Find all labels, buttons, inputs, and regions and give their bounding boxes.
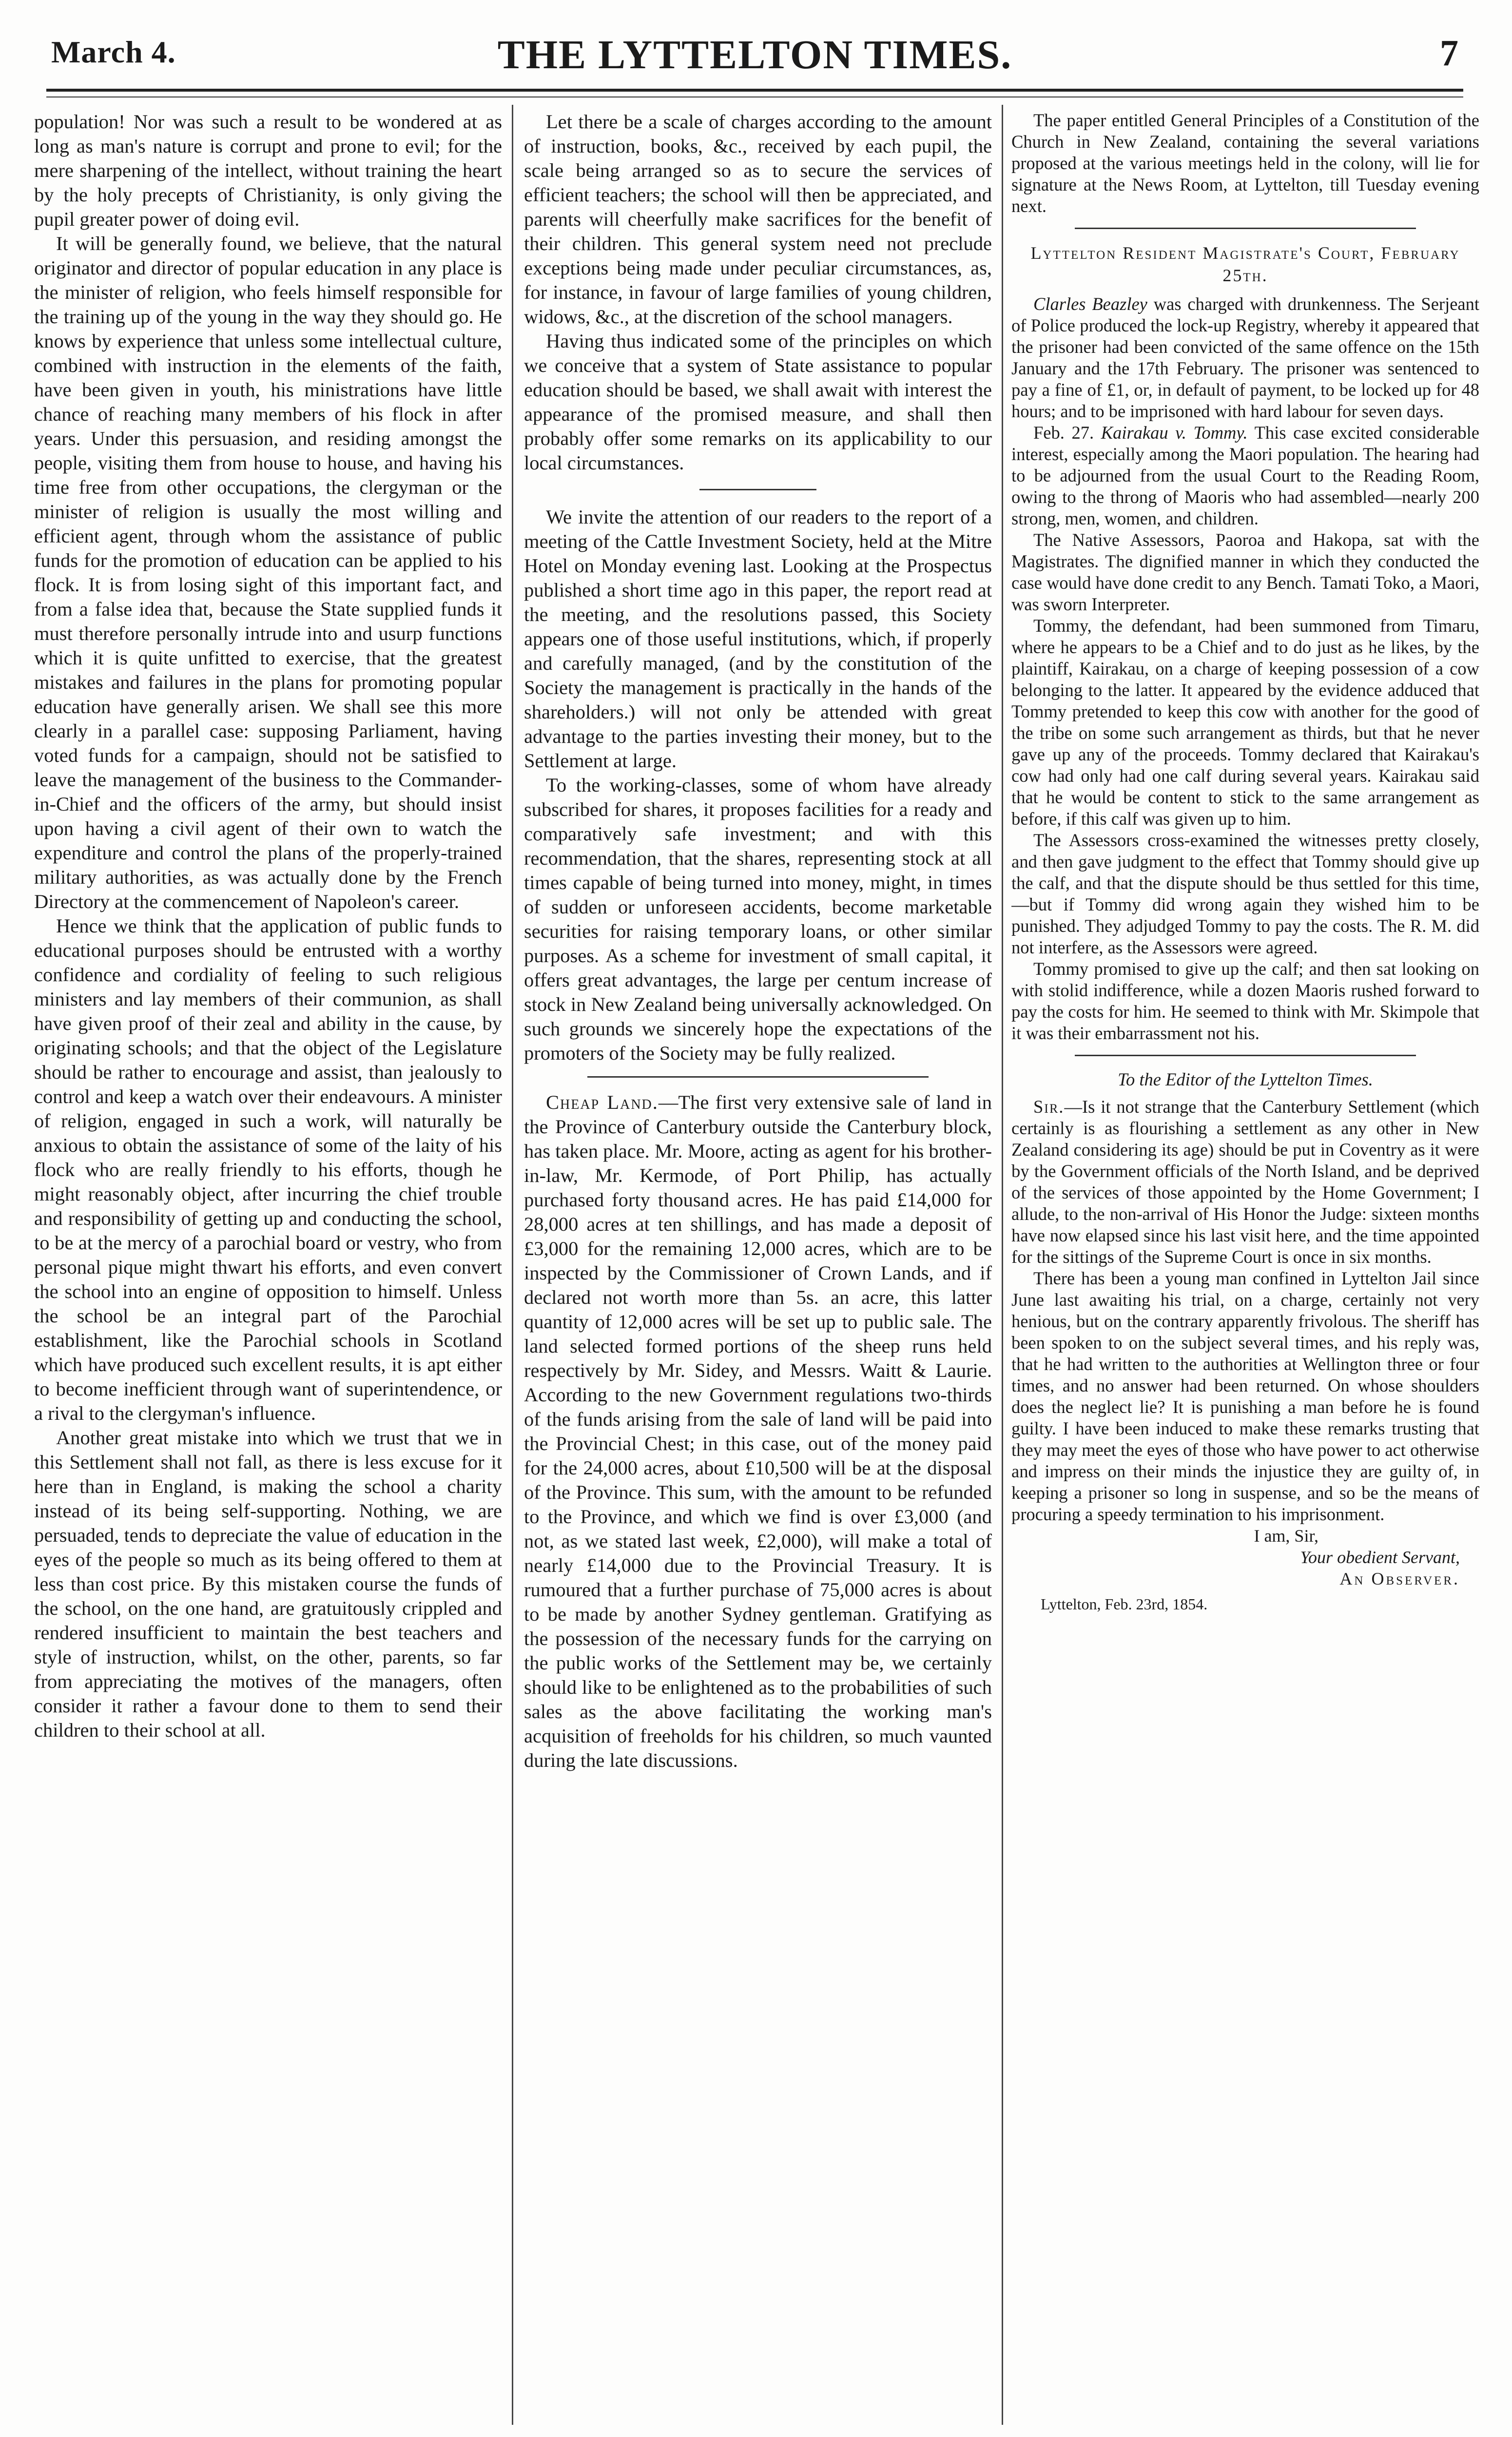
- letter-signature: An Observer.: [1339, 1569, 1460, 1588]
- column-divider: [512, 105, 513, 2425]
- closing-line: I am, Sir,: [1254, 1526, 1318, 1546]
- cheap-land-paragraph: [524, 1090, 992, 1773]
- article-paragraph: It will be generally found, we believe, that the natural originator and director of popular education in any place is the minister of religion, who feels himself responsible for the training up of the young in the way they should go. He knows by experience that unless some intellectual culture, combined with instruction in the elements of the faith, have been given in youth, his ministrations have little chance of reaching many members of his flock in after years. Under this persuasion, and residing amongst the people, visiting them from house to house, and having his time free from other occupations, the clergyman or the minister of religion is usually the most willing and efficient agent, through whom the assistance of public funds for the promotion of education can be applied to his flock. It is from losing sight of this important fact, and from a false idea that, because the State supplied funds it must therefore personally intrude into and usurp functions which it is quite unfitted to exercise, that the greatest mistakes and failures in the plans for promoting popular education have generally arisen. We shall see this more clearly in a parallel case: supposing Parliament, having voted funds for a campaign, should not be satisfied to leave the management of the business to the Commander-in-Chief and the officers of the army, but should insist upon having a civil agent of their own to watch the expenditure and control the plans of the properly-trained military authorities, as was actually done by the French Directory at the commencement of Napoleon's career.: [34, 232, 502, 912]
- letter-closing: [1011, 1525, 1479, 1589]
- masthead-rule: [46, 89, 1463, 92]
- cattle-society-paragraph: To the working-classes, some of whom have already subscribed for shares, it proposes facilities for a ready and comparatively safe investment; and with this recommendation, that the shares, representing stock at all times capable of being turned into money, might, in times of sudden or unforeseen accidents, become marketable securities for raising temporary loans, or other similar purposes. As a scheme for investment of small capital, it offers great advantages, the large per centum increase of stock in New Zealand being universally acknowledged. On such grounds we sincerely hope the expectations of the promoters of the Society may be fully realized.: [524, 774, 992, 1064]
- church-notice: The paper entitled General Principles of a Constitution of the Church in New Zealand, containing the several variations proposed at the various meetings held in the colony, will lie for signature at the News Room, at Lyttelton, till Tuesday evening next.: [1011, 110, 1479, 216]
- letter-salutation: Sir.: [1033, 1097, 1065, 1117]
- court-report-text: This case excited considerable interest, especially among the Maori population. The hearing had to be adjourned from the usual Court to the Reading Room, owing to the throng of Maoris who had assembled—nearly 200 strong, men, women, and children.: [1011, 423, 1479, 528]
- section-separator: [699, 489, 816, 490]
- article-paragraph: Let there be a scale of charges according to the amount of instruction, books, &c., received by each pupil, the scale being arranged so as to secure the services of efficient teachers; the school will then be appreciated, and parents will cheerfully make sacrifices for the benefit of their children. This general system need not preclude exceptions being made under peculiar circumstances, as, for instance, in favour of large families of young children, widows, &c., at the discretion of the school managers.: [524, 111, 992, 328]
- case-title: Kairakau v. Tommy.: [1101, 423, 1248, 443]
- section-separator: [1075, 1055, 1416, 1056]
- court-report-paragraph: Tommy, the defendant, had been summoned from Timaru, where he appears to be a Chief and to do just as he likes, by the plaintiff, Kairakau, on a charge of keeping possession of a cow belonging to the latter. It appeared by the evidence adduced that Tommy pretended to keep this cow with another for the good of the tribe on some such arrangement as thirds, but that he never gave up any of the proceeds. Tommy declared that Kairakau's cow had only had one calf during several years. Kairakau said that he would be content to stick to the same arrangement as before, if this calf was given up to him.: [1011, 616, 1479, 829]
- letter-paragraph: There has been a young man confined in Lyttelton Jail since June last awaiting his trial, on a charge, certainly not very henious, but on the contrary apparently frivolous. The sheriff has been spoken to on the subject several times, and his reply was, that he had written to the authorities at Wellington three or four times, and no answer had been returned. On whose shoulders does the neglect lie? It is punishing a man before he is found guilty. I have been induced to make these remarks trusting that they may meet the eyes of those who have power to act otherwise and impress on their minds the injustice they are guilty of, in keeping a prisoner so long in suspense, and so be the means of procuring a speedy termination to his imprisonment.: [1011, 1268, 1479, 1524]
- page-number: 7: [1440, 33, 1458, 74]
- issue-date: March 4.: [51, 35, 176, 69]
- court-report-paragraph: Tommy promised to give up the calf; and then sat looking on with stolid indifference, while a dozen Maoris rushed forward to pay the costs for him. He seemed to think with Mr. Skimpole that it was their embarrassment not his.: [1011, 959, 1479, 1043]
- court-report-paragraph: The Assessors cross-examined the witnesses pretty closely, and then gave judgment to the effect that Tommy should give up the calf, and that the dispute should be thus settled for this time,—but if Tommy did wrong again they wished him to be punished. They adjudged Tommy to pay the costs. The R. M. did not interfere, as the Assessors were agreed.: [1011, 830, 1479, 957]
- article-paragraph: Hence we think that the application of public funds to educational purposes should be entrusted with a worthy confidence and cordiality of feeling to such religious ministers and lay members of their communion, as shall have given proof of their zeal and ability in the cause, by originating schools; and that the object of the Legislature should be rather to encourage and assist, than jealously to control and keep a watch over their endeavours. A minister of religion, engaged in such a work, will naturally be anxious to obtain the assistance of some of the laity of his flock who are really friendly to his efforts, though he might reasonably object, after incurring the chief trouble and responsibility of getting up and conducting the school, to be at the mercy of a parochial board or vestry, who from personal pique might thwart his efforts, and even convert the school into an engine of opposition to himself. Unless the school be an integral part of the Parochial establishment, like the Parochial schools in Scotland which have produced such excellent results, it is apt either to become inefficient through want of superintendence, or a rival to the clergyman's influence.: [34, 915, 502, 1424]
- article-paragraph: population! Nor was such a result to be wondered at as long as man's nature is corrupt and prone to evil; for the mere sharpening of the intellect, without training the heart by the holy precepts of Christianity, is only giving the pupil greater power of doing evil.: [34, 111, 502, 230]
- letter-dateline: Lyttelton, Feb. 23rd, 1854.: [1041, 1595, 1208, 1613]
- letter-heading: To the Editor of the Lyttelton Times.: [1118, 1069, 1373, 1089]
- court-report-paragraph: The Native Assessors, Paoroa and Hakopa, sat with the Magistrates. The dignified manner in which they conducted the case would have done credit to any Bench. Tamati Toko, a Maori, was sworn Interpreter.: [1011, 530, 1479, 614]
- closing-line: Your obedient Servant,: [1300, 1547, 1460, 1567]
- article-paragraph: Another great mistake into which we trust that we in this Settlement shall not fall, as there is less excuse for it here than in England, is making the school a charity instead of its being self-supporting. Nothing, we are persuaded, tends to depreciate the value of education in the eyes of the people so much as its being offered to them at less than cost price. By this mistaken course the funds of the school, on the one hand, are gratuitously crippled and rendered insufficient to maintain the best teachers and style of instruction, whilst, on the other, parents, so far from appreciating the motives of the managers, often consider it rather a favour done to them to send their children to their school at all.: [34, 1427, 502, 1741]
- court-report-paragraph: [1011, 422, 1479, 529]
- letter-paragraph: [1011, 1096, 1479, 1268]
- court-report-text: was charged with drunkenness. The Serjeant of Police produced the lock-up Registry, whereby it appeared that the prisoner had been convicted of the same offence on the 15th January and the 17th February. The prisoner was sentenced to pay a fine of £1, or, in default of payment, to be locked up for 48 hours; and to be imprisoned with hard labour for seven days.: [1011, 294, 1479, 421]
- column-3: [1011, 110, 1479, 2435]
- section-separator: [587, 1076, 929, 1078]
- column-divider: [1002, 105, 1003, 2425]
- cattle-society-paragraph: We invite the attention of our readers to the report of a meeting of the Cattle Investment Society, held at the Mitre Hotel on Monday evening last. Looking at the Prospectus published a short time ago in this paper, the report read at the meeting, and the resolutions passed, this Society appears one of those useful institutions, which, if properly and carefully managed, (and by the constitution of the Society the management is practically in the hands of the shareholders.) will not only be attended with great advantage to the parties investing their money, but to the Settlement at large.: [524, 506, 992, 772]
- newspaper-title: THE LYTTELTON TIMES.: [497, 32, 1012, 77]
- defendant-name: Clarles Beazley: [1033, 294, 1147, 314]
- column-1: [34, 110, 502, 2435]
- court-heading: Lyttelton Resident Magistrate's Court, February 25th.: [1030, 243, 1460, 285]
- letter-text: —Is it not strange that the Canterbury Settlement (which certainly is as flourishing a settlement as any other in New Zealand considering its age) should be put in Coventry as it were by the Government officials of the North Island, and be deprived of the services of those appointed by the Home Government; I allude, to the non-arrival of His Honor the Judge: sixteen months have now elapsed since his last visit here, and the time appointed for the sittings of the Supreme Court is once in six months.: [1011, 1097, 1479, 1267]
- case-date: Feb. 27.: [1033, 423, 1094, 443]
- article-paragraph: Having thus indicated some of the principles on which we conceive that a system of State assistance to popular education should be based, we shall await with interest the appearance of the promised measure, and shall then probably offer some remarks on its applicability to our local circumstances.: [524, 330, 992, 474]
- court-report-paragraph: [1011, 293, 1479, 422]
- cheap-land-heading: Cheap Land.: [546, 1091, 659, 1113]
- column-2: [524, 110, 992, 2435]
- cheap-land-text: —The first very extensive sale of land in the Province of Canterbury outside the Canterbury block, has taken place. Mr. Moore, acting as agent for his brother-in-law, Mr. Kermode, of Port Philip, has actually purchased forty thousand acres. He has paid £14,000 for 28,000 acres at ten shillings, and has made a deposit of £3,000 for the remaining 12,000 acres, which are to be inspected by the Commissioner of Crown Lands, and if declared not worth more than 5s. an acre, this latter quantity of 12,000 acres will be set up to public sale. The land selected formed portions of the sheep runs held respectively by Mr. Sidey, and Messrs. Waitt & Laurie. According to the new Government regulations two-thirds of the funds arising from the sale of land will be paid into the Provincial Chest; in this case, out of the money paid for the 24,000 acres, about £10,500 will be at the disposal of the Province. This sum, with the amount to be refunded to the Province, and which we find is over £3,000 (and not, as we stated last week, £2,000), will make a total of nearly £14,000 due to the Provincial Treasury. It is rumoured that a further purchase of 75,000 acres is about to be made by another Sydney gentleman. Gratifying as the possession of the necessary funds for the carrying on the public works of the Settlement may be, we certainly should like to be enlightened as to the probabilities of such sales as the above facilitating the working man's acquisition of freeholds for his children, so much vaunted during the late discussions.: [524, 1091, 992, 1771]
- section-separator: [1075, 228, 1416, 229]
